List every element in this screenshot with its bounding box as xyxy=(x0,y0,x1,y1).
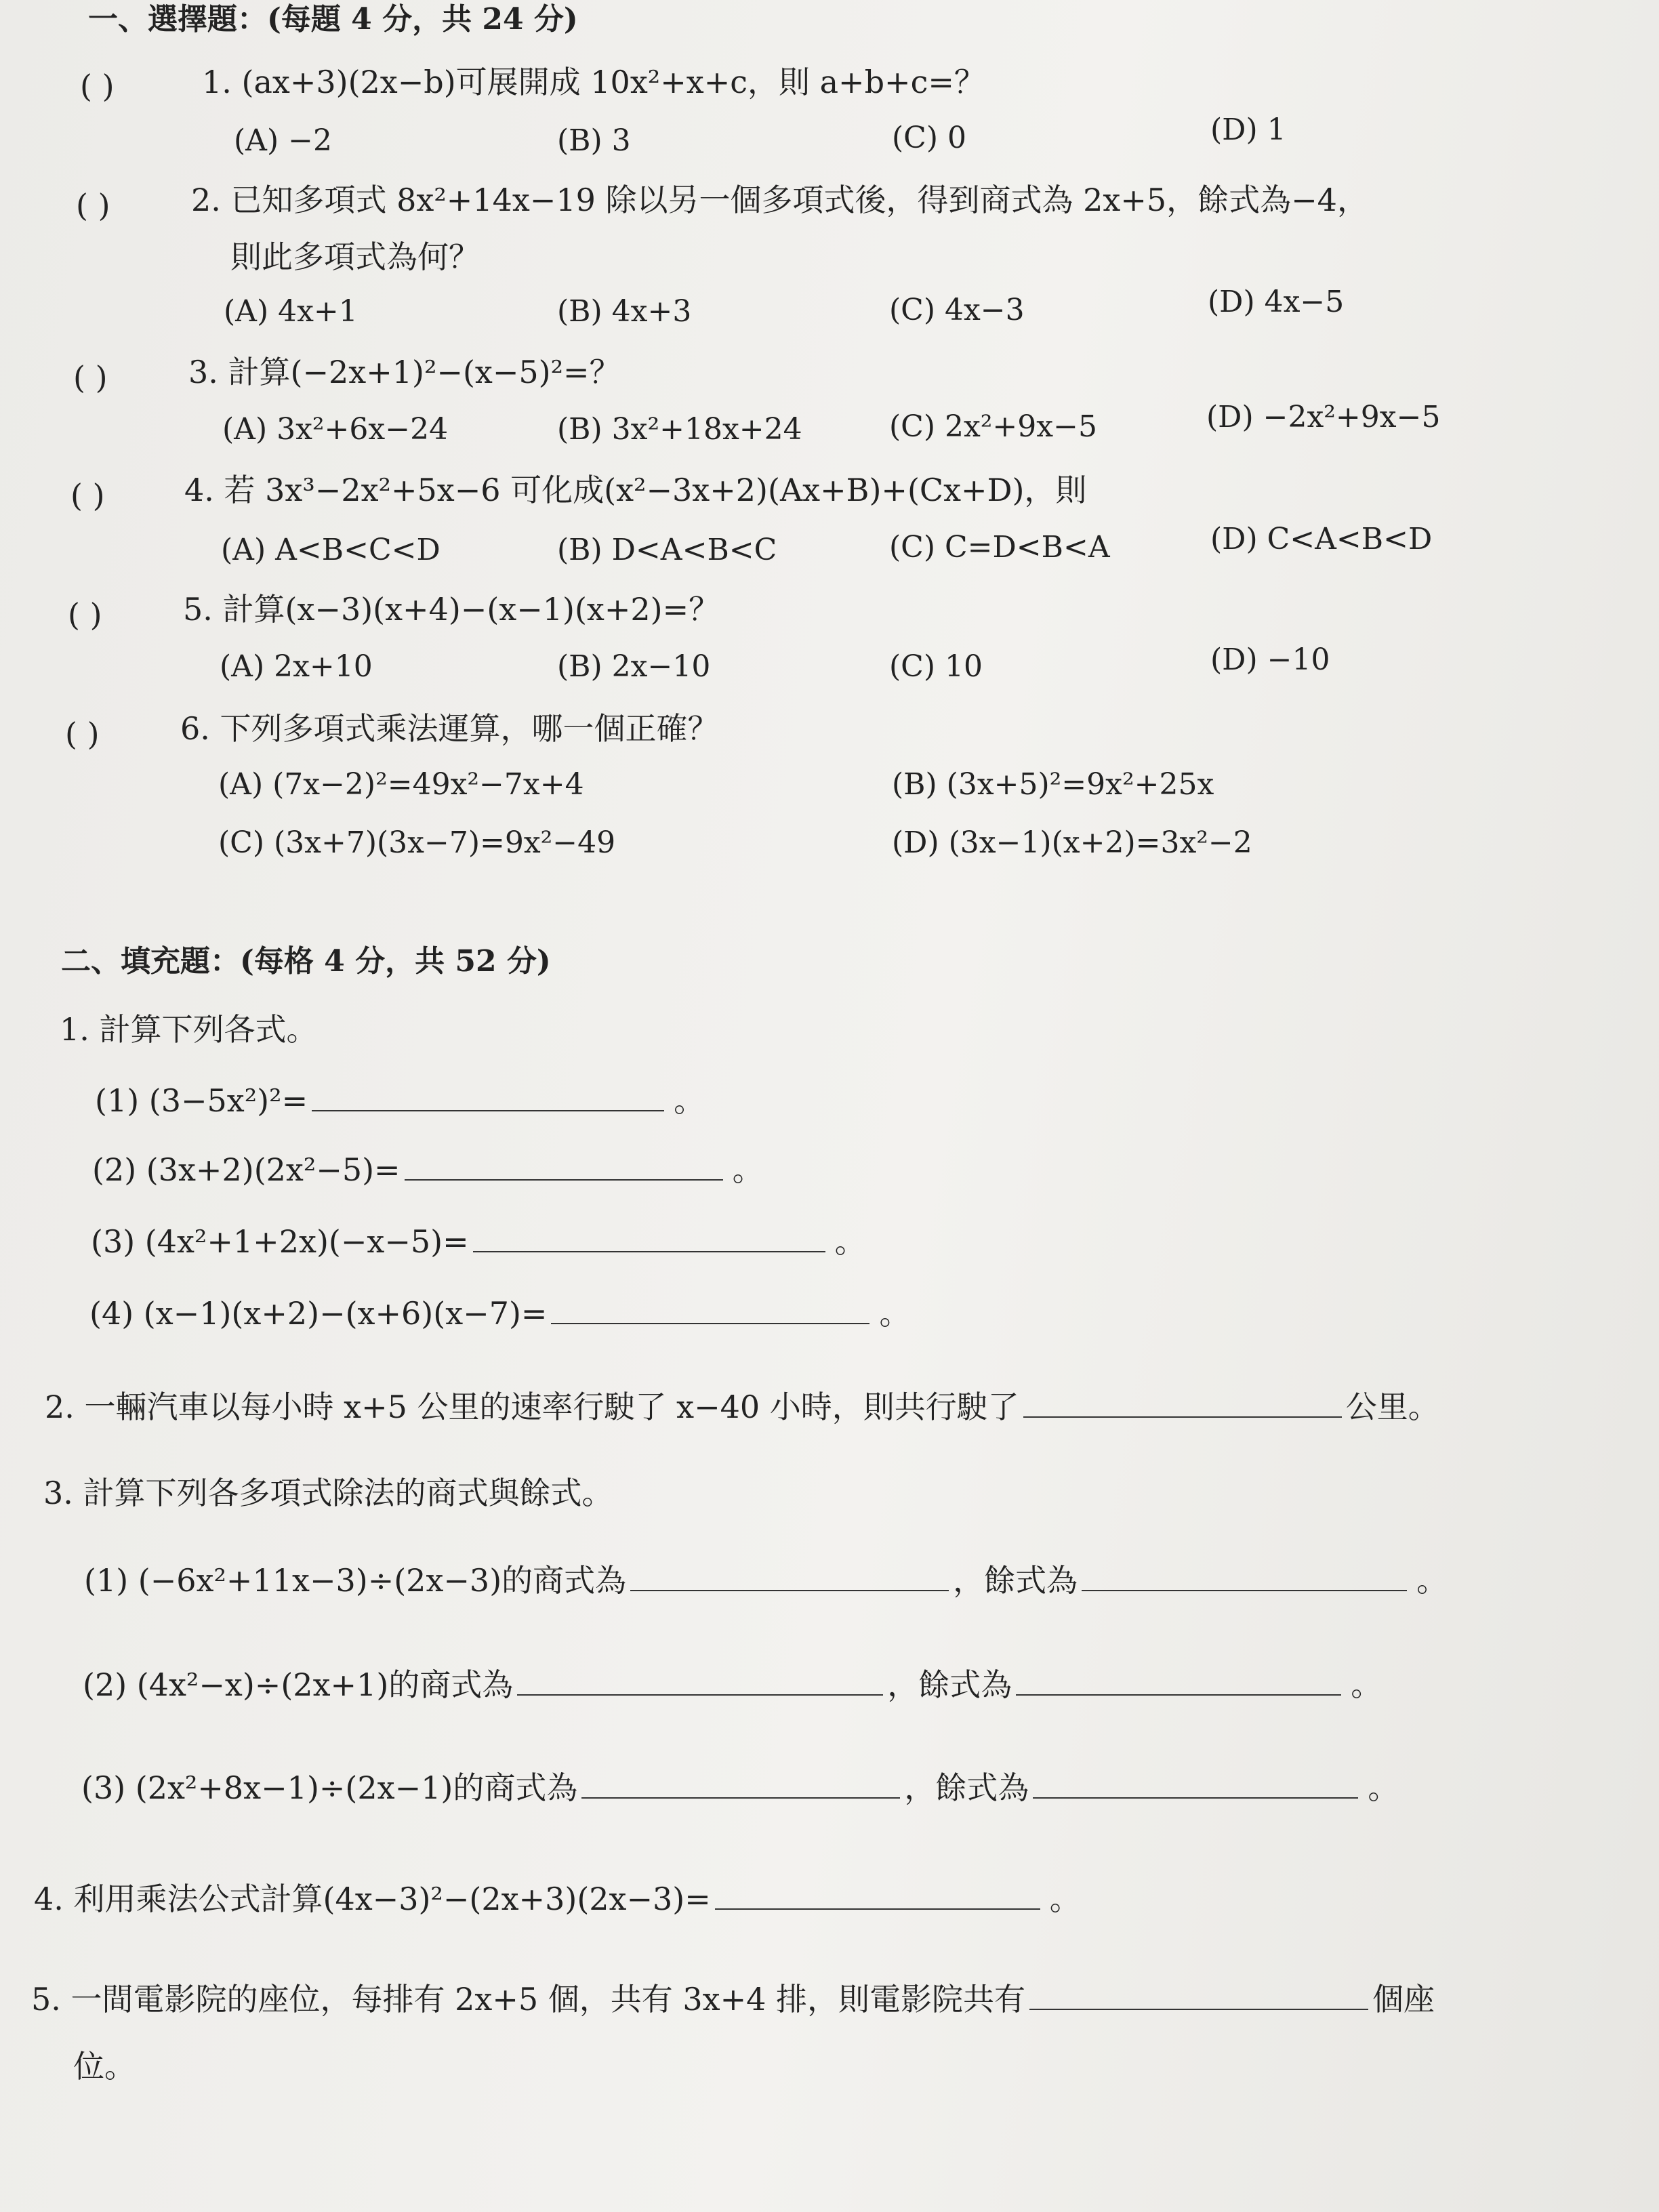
fill-q5-text: 5. 一間電影院的座位，每排有 2x+5 個，共有 3x+4 排，則電影院共有 xyxy=(31,1981,1026,2018)
mc-question-2: 2. 已知多項式 8x²+14x−19 除以另一個多項式後，得到商式為 2x+5，餘式為−4， xyxy=(191,182,1368,218)
mc-q1-option-d: (D) 1 xyxy=(1210,112,1286,147)
answer-blank[interactable] xyxy=(1033,1770,1358,1799)
fill-q2-text: 2. 一輛汽車以每小時 x+5 公里的速率行駛了 x−40 小時，則共行駛了 xyxy=(45,1389,1019,1425)
mc-q1-option-b: (B) 3 xyxy=(557,123,631,158)
answer-blank[interactable] xyxy=(715,1881,1040,1910)
fill-question-4 xyxy=(34,1881,1081,1917)
fill-q3-item-2 xyxy=(83,1666,1382,1703)
answer-blank[interactable] xyxy=(551,1296,869,1324)
fill-q3-item-3-expr: (3) (2x²+8x−1)÷(2x−1)的商式為 xyxy=(81,1769,578,1806)
mc-q1-option-c: (C) 0 xyxy=(892,121,966,155)
answer-blank[interactable] xyxy=(312,1083,664,1111)
answer-paren-q6: ( ) xyxy=(65,716,100,752)
mc-q3-option-c: (C) 2x²+9x−5 xyxy=(889,409,1097,444)
mc-q2-option-c: (C) 4x−3 xyxy=(889,293,1025,327)
mc-q6-option-b: (B) (3x+5)²=9x²+25x xyxy=(892,767,1214,802)
mc-q5-option-c: (C) 10 xyxy=(889,649,983,684)
mc-q2-option-d: (D) 4x−5 xyxy=(1208,285,1345,319)
mc-question-3: 3. 計算(−2x+1)²−(x−5)²=？ xyxy=(188,354,621,390)
fill-q1-item-3 xyxy=(91,1223,866,1260)
answer-blank[interactable] xyxy=(1016,1667,1341,1696)
mc-question-5: 5. 計算(x−3)(x+4)−(x−1)(x+2)=？ xyxy=(183,591,720,628)
mc-q5-option-b: (B) 2x−10 xyxy=(557,649,711,684)
fill-q4-text: 4. 利用乘法公式計算(4x−3)²−(2x+3)(2x−3)= xyxy=(34,1881,711,1917)
mc-q5-option-d: (D) −10 xyxy=(1210,642,1330,677)
period: 。 xyxy=(879,1295,911,1332)
answer-blank[interactable] xyxy=(1082,1563,1407,1591)
answer-paren-q2: ( ) xyxy=(76,187,110,224)
fill-q2-unit: 公里。 xyxy=(1345,1389,1439,1425)
mc-q4-option-a: (A) A<B<C<D xyxy=(221,533,441,567)
fill-q1-item-1-expr: (1) (3−5x²)²= xyxy=(95,1082,308,1119)
mc-question-1: 1. (ax+3)(2x−b)可展開成 10x²+x+c，則 a+b+c=？ xyxy=(202,64,985,100)
period: 。 xyxy=(674,1082,705,1119)
period: 。 xyxy=(1416,1562,1448,1599)
period: 。 xyxy=(834,1223,866,1260)
mc-question-4: 4. 若 3x³−2x²+5x−6 可化成(x²−3x+2)(Ax+B)+(Cx+D)，則 xyxy=(184,472,1087,508)
fill-q3-item-3-remainder-label: ，餘式為 xyxy=(904,1769,1029,1806)
fill-q3-item-1-remainder-label: ，餘式為 xyxy=(953,1562,1078,1599)
fill-q1-item-3-expr: (3) (4x²+1+2x)(−x−5)= xyxy=(91,1223,469,1260)
mc-q1-option-a: (A) −2 xyxy=(234,123,332,158)
fill-question-5-cont: 位。 xyxy=(73,2048,136,2085)
fill-q1-item-2 xyxy=(92,1151,764,1188)
mc-q2-option-b: (B) 4x+3 xyxy=(557,294,692,329)
mc-q6-option-c: (C) (3x+7)(3x−7)=9x²−49 xyxy=(218,825,616,860)
mc-question-2-cont: 則此多項式為何？ xyxy=(230,239,480,275)
answer-paren-q4: ( ) xyxy=(70,477,105,514)
fill-q3-item-2-expr: (2) (4x²−x)÷(2x+1)的商式為 xyxy=(83,1666,514,1703)
mc-q2-option-a: (A) 4x+1 xyxy=(224,294,358,329)
answer-blank[interactable] xyxy=(1023,1389,1342,1418)
mc-q6-option-a: (A) (7x−2)²=49x²−7x+4 xyxy=(218,767,584,802)
fill-question-3: 3. 計算下列各多項式除法的商式與餘式。 xyxy=(43,1475,613,1511)
section2-title: 二、填充題：(每格 4 分，共 52 分) xyxy=(61,944,551,979)
mc-q4-option-b: (B) D<A<B<C xyxy=(557,533,777,567)
answer-paren-q5: ( ) xyxy=(68,596,102,633)
fill-q5-unit: 個座 xyxy=(1372,1981,1435,2018)
answer-blank[interactable] xyxy=(405,1152,723,1181)
fill-q1-item-1 xyxy=(95,1082,705,1119)
mc-q3-option-d: (D) −2x²+9x−5 xyxy=(1206,400,1441,434)
mc-question-6: 6. 下列多項式乘法運算，哪一個正確？ xyxy=(180,710,719,747)
fill-q3-item-1 xyxy=(84,1562,1448,1599)
fill-question-1: 1. 計算下列各式。 xyxy=(60,1011,318,1048)
period: 。 xyxy=(1049,1881,1081,1917)
answer-blank[interactable] xyxy=(1029,1982,1368,2010)
fill-q1-item-4 xyxy=(89,1295,911,1332)
fill-question-2 xyxy=(45,1389,1439,1425)
period: 。 xyxy=(732,1151,764,1188)
answer-paren-q1: ( ) xyxy=(80,68,115,104)
answer-blank[interactable] xyxy=(473,1224,825,1252)
fill-q1-item-4-expr: (4) (x−1)(x+2)−(x+6)(x−7)= xyxy=(89,1295,548,1332)
answer-blank[interactable] xyxy=(630,1563,949,1591)
fill-q1-item-2-expr: (2) (3x+2)(2x²−5)= xyxy=(92,1151,401,1188)
mc-q4-option-d: (D) C<A<B<D xyxy=(1210,522,1433,556)
fill-q3-item-1-expr: (1) (−6x²+11x−3)÷(2x−3)的商式為 xyxy=(84,1562,627,1599)
section1-title: 一、選擇題：(每題 4 分，共 24 分) xyxy=(88,2,578,37)
mc-q3-option-a: (A) 3x²+6x−24 xyxy=(222,412,449,447)
fill-question-5 xyxy=(31,1981,1435,2018)
answer-blank[interactable] xyxy=(581,1770,900,1799)
mc-q4-option-c: (C) C=D<B<A xyxy=(889,530,1110,565)
fill-q3-item-3 xyxy=(81,1769,1399,1806)
period: 。 xyxy=(1351,1666,1382,1703)
period: 。 xyxy=(1368,1769,1399,1806)
mc-q3-option-b: (B) 3x²+18x+24 xyxy=(557,412,802,447)
mc-q6-option-d: (D) (3x−1)(x+2)=3x²−2 xyxy=(892,825,1252,860)
answer-paren-q3: ( ) xyxy=(73,359,108,396)
answer-blank[interactable] xyxy=(517,1667,883,1696)
mc-q5-option-a: (A) 2x+10 xyxy=(220,649,373,684)
fill-q3-item-2-remainder-label: ，餘式為 xyxy=(887,1666,1012,1703)
